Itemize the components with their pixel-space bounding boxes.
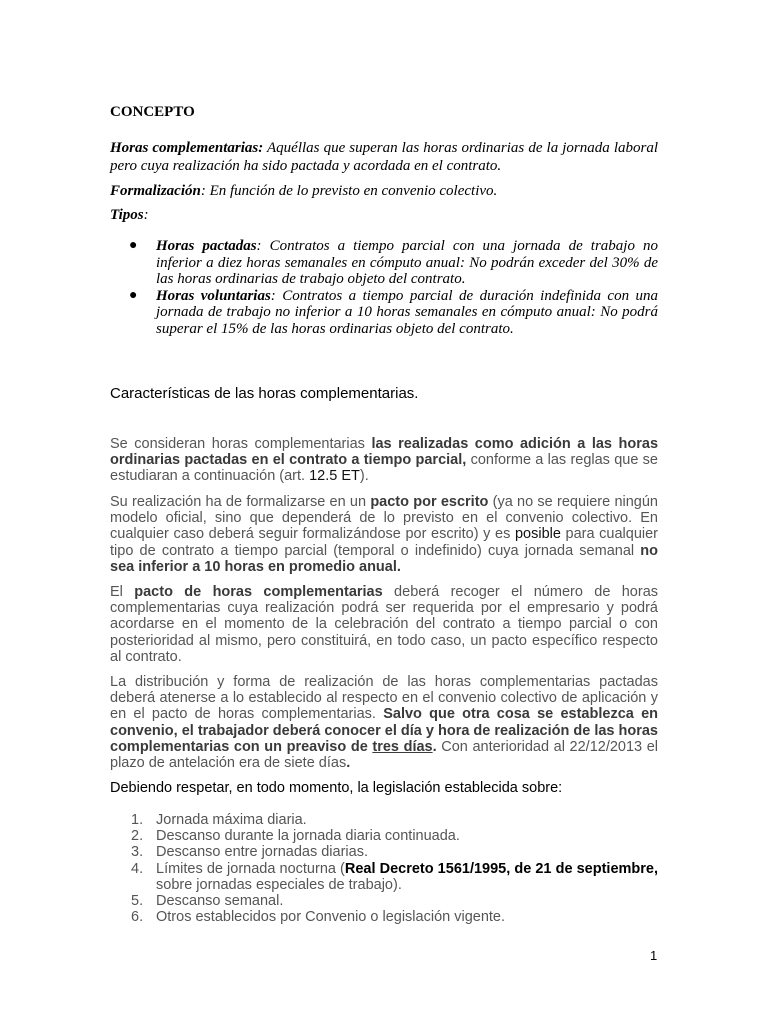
p4-tres-dias: tres días — [372, 738, 433, 755]
list-text: Jornada máxima diaria. — [156, 812, 307, 828]
p4-bold-period: . — [432, 738, 437, 755]
list-number: 6. — [131, 909, 144, 926]
p3-text: El — [110, 584, 135, 600]
list-number: 1. — [131, 812, 144, 828]
p4-text-2: Con anterioridad al 22/12/2013 el plazo de antelación era de siete días — [110, 738, 658, 772]
tipos-paragraph — [110, 206, 658, 224]
definition-label: Horas complementarias: — [110, 140, 264, 156]
list-number: 4. — [131, 860, 144, 877]
p2-text-3: para cualquier tipo de contrato a tiempo parcial (temporal o indefinido) cuya jornada semanal — [110, 526, 658, 559]
list-text: Descanso durante la jornada diaria continuada. — [156, 828, 460, 845]
bullet-icon: ● — [129, 238, 138, 253]
bullet-icon: ● — [129, 287, 138, 303]
list-text-2: sobre jornadas especiales de trabajo). — [156, 876, 402, 893]
definition-paragraph — [110, 139, 658, 175]
list-item — [110, 812, 658, 828]
list-text: Descanso entre jornadas diarias. — [156, 844, 368, 861]
p4-final-period: . — [346, 755, 351, 772]
legislation-list — [110, 812, 658, 925]
list-text: Descanso semanal. — [156, 893, 284, 910]
tipos-label: Tipos — [110, 207, 144, 223]
bullet-text: : Contratos a tiempo parcial con una jornada de trabajo no inferior a diez horas semanales en cómputo anual: No podrán exceder del 30% de las horas ordinarias de trabajo objeto del contrato. — [156, 238, 658, 287]
list-item — [110, 893, 658, 909]
paragraph-4 — [110, 674, 658, 771]
list-text: Límites de jornada nocturna ( — [156, 860, 345, 877]
list-number: 5. — [131, 893, 144, 910]
bullet-label: Horas pactadas — [156, 238, 257, 254]
tipos-bullet-list — [110, 238, 658, 337]
p1-article-ref: 12.5 ET — [309, 468, 360, 485]
list-text: Otros establecidos por Convenio o legislación vigente. — [156, 909, 506, 926]
p1-text-3: ). — [359, 468, 369, 485]
formalizacion-paragraph — [110, 182, 658, 200]
list-number: 3. — [131, 844, 144, 861]
p2-bold-2: no sea inferior a 10 horas en promedio anual. — [110, 542, 658, 575]
p2-bold: pacto por escrito — [370, 494, 489, 510]
formalizacion-label: Formalización — [110, 183, 201, 199]
list-item — [110, 238, 658, 288]
p3-bold: pacto de horas complementarias — [134, 584, 383, 600]
list-number: 2. — [131, 828, 144, 845]
list-item — [110, 909, 658, 925]
legislation-intro: Debiendo respetar, en todo momento, la legislación establecida sobre: — [110, 780, 563, 796]
p3-text-2: deberá recoger el número de horas complementarias cuya realización podrá ser requerida por el empresario y podrá acordarse en el momento de la celebración del contrato a tiempo parcial o con posterioridad al mismo, pero constituirá, en todo caso, un pacto específico respecto al contrato. — [110, 584, 659, 665]
p1-text-2: conforme a las reglas que se estudiaran a continuación (art. — [110, 452, 658, 485]
paragraph-2 — [110, 494, 658, 575]
list-item — [110, 828, 658, 844]
page-number: 1 — [650, 948, 658, 963]
p4-bold: Salvo que otra cosa se establezca en convenio, el trabajador deberá conocer el día y hora de realización de las horas complementarias con un preaviso de — [110, 706, 658, 755]
list-item — [110, 288, 658, 338]
p4-text: La distribución y forma de realización de las horas complementarias pactadas deberá atenerse a lo establecido al respecto en el convenio colectivo de aplicación y en el pacto de horas complementarias. — [110, 674, 658, 723]
p2-posible: posible — [514, 526, 561, 543]
bullet-label: Horas voluntarias — [156, 287, 271, 304]
p1-bold: las realizadas como adición a las horas ordinarias pactadas en el contrato a tiempo parcial, — [110, 436, 659, 469]
p2-text-2: (ya no se requiere ningún modelo oficial, sino que dependerá de lo previsto en el convenio colectivo. En cualquier caso deberá seguir formalizándose por escrito) y es — [110, 494, 658, 543]
bullet-text: : Contratos a tiempo parcial de duración indefinida con una jornada de trabajo no inferior a 10 horas semanales en cómputo anual: No podrá superar el 15% de las horas ordinarias objeto del contrato. — [156, 287, 658, 337]
p1-text: Se consideran horas complementarias — [110, 436, 372, 452]
p2-text: Su realización ha de formalizarse en un — [110, 494, 371, 510]
section-heading-caracteristicas: Características de las horas complementarias. — [110, 385, 419, 402]
list-item — [110, 861, 658, 893]
tipos-colon: : — [143, 207, 149, 223]
section-title-concepto: CONCEPTO — [110, 104, 195, 120]
definition-text: Aquéllas que superan las horas ordinarias de la jornada laboral pero cuya realización ha sido pactada y acordada en el contrato. — [110, 140, 659, 174]
list-item — [110, 844, 658, 860]
paragraph-1 — [110, 436, 658, 485]
paragraph-3 — [110, 584, 658, 665]
formalizacion-text: : En función de lo previsto en convenio colectivo. — [200, 183, 498, 199]
list-text-bold: Real Decreto 1561/1995, de 21 de septiembre, — [344, 860, 658, 877]
